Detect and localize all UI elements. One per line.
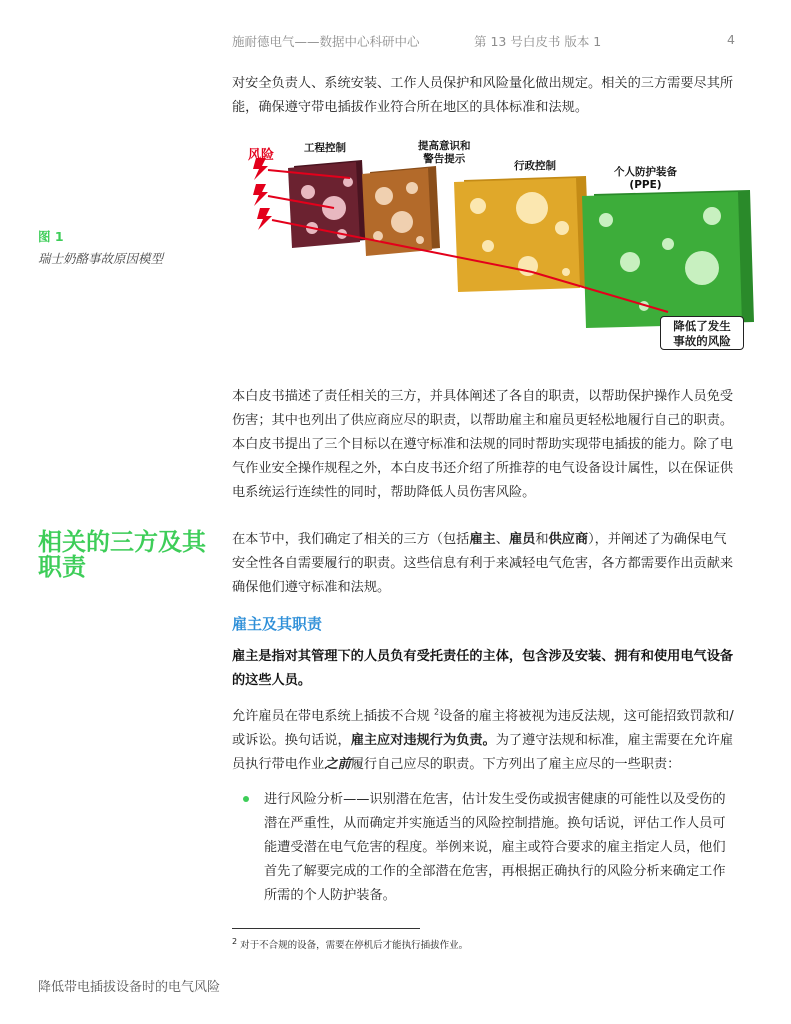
footnote-divider [232,928,420,929]
risk-label: 风险 [248,148,275,163]
layer-label-awareness: 提高意识和 警告提示 [418,140,471,165]
employer-heading: 雇主及其职责 [232,615,323,633]
employer-definition: 雇主是指对其管理下的人员负有受托责任的主体，包含涉及安装、拥有和使用电气设备的这些人员。 [232,649,734,688]
cheese-layer-awareness [362,166,440,256]
section-intro [232,528,737,600]
layer-label-engineering: 工程控制 [304,142,346,154]
party-supplier: 供应商 [548,532,589,547]
cheese-layer-ppe [582,190,754,328]
sep-1: 、 [495,532,509,547]
layer-label-administrative: 行政控制 [514,160,556,172]
result-box: 降低了发生 事故的风险 [660,316,744,350]
intro-paragraph: 对安全负责人、系统安装、工作人员保护和风险量化做出规定。相关的三方需要尽其所能，确保遵守带电插拔作业符合所在地区的具体标准和法规。 [232,76,734,115]
swiss-cheese-figure [232,136,762,358]
cheese-layer-administrative [454,176,590,292]
footnote-ref: 2 [434,707,440,717]
section-intro-post: ），并阐述了为确保电气安全性各自需要履行的职责。这些信息有利于来减轻电气危害，各方都需要作出贡献来确保他们遵守标准和法规。 [232,532,734,595]
section-intro-pre: 在本节中，我们确定了相关的三方（包括 [232,532,470,547]
bullet-item: 进行风险分析——识别潜在危害，估计发生受伤或损害健康的可能性以及受伤的潜在严重性，从而确定并实施适当的风险控制措施。换句话说，评估工作人员可能遭受潜在电气危害的程度。举例来说，雇主或符合要求的雇主指定人员，他们首先了解要完成的工作的全部潜在危害，再根据正确执行的风险分析来确定工作所需的个人防护装备。 [264,792,726,903]
page-footer: 降低带电插拔设备时的电气风险 [38,980,221,995]
header-org: 施耐德电气——数据中心科研中心 [232,34,420,49]
employer-paragraph [232,705,737,777]
layer-label-ppe: 个人防护装备 (PPE) [614,166,677,191]
party-employee: 雇员 [508,532,536,547]
bullet-dot [243,796,249,802]
page-header [232,32,737,50]
footnote [232,937,468,951]
section-title: 相关的三方及其职责 [38,528,206,581]
p1-b: 设备的雇主将被视为违反法规，这可能招致罚款和/或诉讼。换句话说， [232,709,734,748]
p1-c: 为了遵守法规和标准，雇主需要在允许雇员执行带电作业 [232,733,734,772]
header-doc-info: 第 13 号白皮书 版本 1 [474,34,602,49]
page-number: 4 [727,32,735,47]
party-employer: 雇主 [469,532,496,547]
p1-d: 履行自己应尽的职责。下方列出了雇主应尽的一些职责： [350,757,681,772]
p1-bold: 雇主应对违规行为负责。 [350,733,496,748]
sep-2: 和 [535,532,549,547]
figure-caption: 瑞士奶酪事故原因模型 [38,251,164,266]
footnote-mark: 2 [232,936,238,946]
paragraph-2: 本白皮书描述了责任相关的三方，并具体阐述了各自的职责，以帮助保护操作人员免受伤害；其中也列出了供应商应尽的职责，以帮助雇主和雇员更轻松地履行自己的职责。本白皮书提出了三个目标以在遵守标准和法规的同时帮助实现带电插拔的能力。除了电气作业安全操作规程之外，本白皮书还介绍了所推荐的电气设备设计属性，以在保证供电系统运行连续性的同时，帮助降低人员伤害风险。 [232,389,734,500]
figure-label: 图 1 [38,229,64,244]
p1-emph: 之前 [324,757,351,772]
footnote-text: 对于不合规的设备，需要在停机后才能执行插拔作业。 [237,940,469,951]
lightning-icon [253,158,272,230]
p1-a: 允许雇员在带电系统上插拔不合规 [232,709,435,724]
